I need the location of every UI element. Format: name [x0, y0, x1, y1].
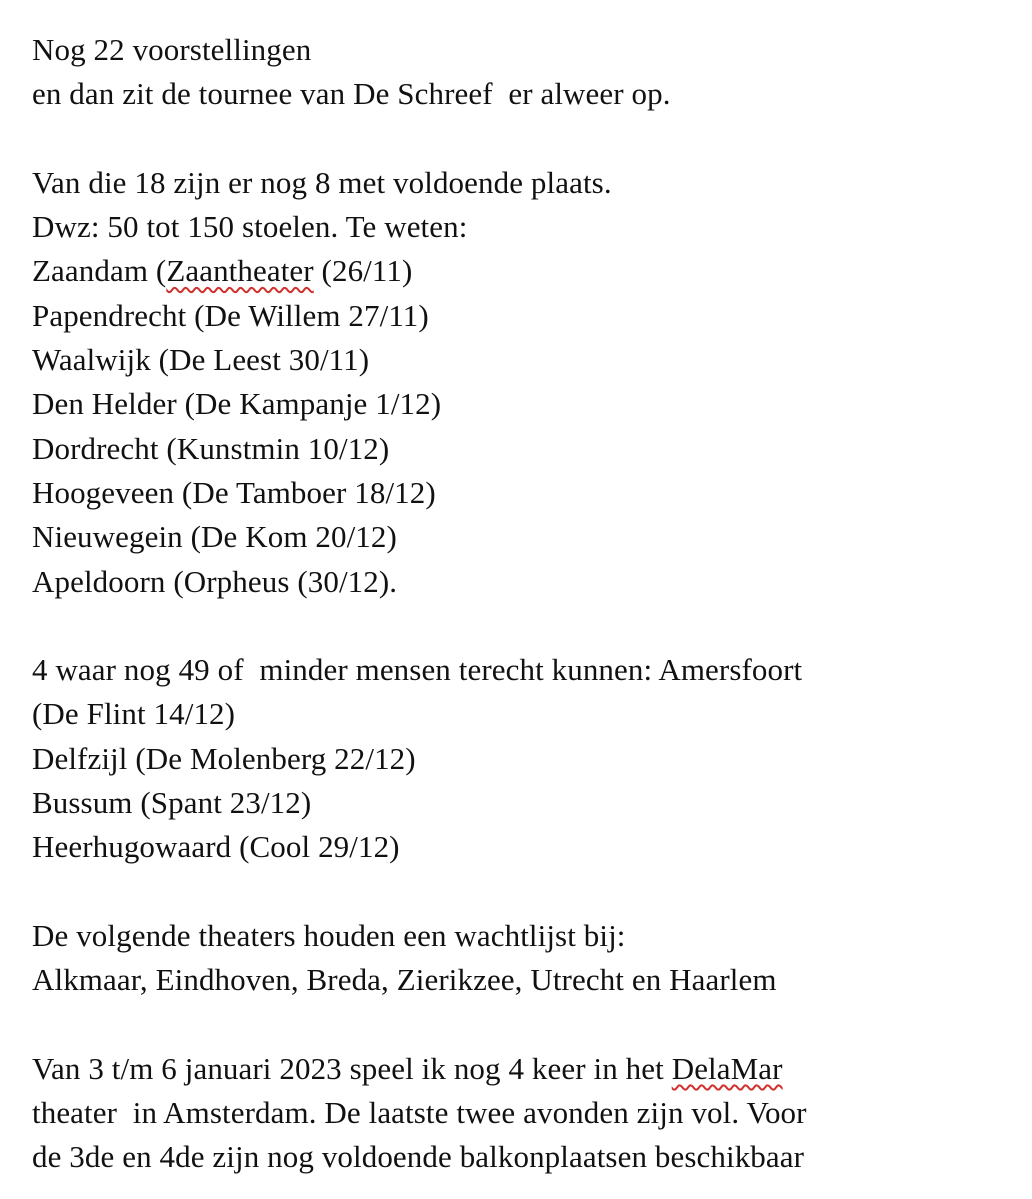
venue-line: Nieuwegein (De Kom 20/12) — [32, 519, 397, 555]
venue-line: Bussum (Spant 23/12) — [32, 785, 312, 821]
venue-line: Delfzijl (De Molenberg 22/12) — [32, 740, 416, 776]
text-line: en dan zit de tournee van De Schreef er alweer op. — [32, 76, 671, 112]
paragraph-gap — [32, 604, 1012, 648]
text-line: Van die 18 zijn er nog 8 met voldoende plaats. — [32, 164, 612, 200]
venue-line: Waalwijk (De Leest 30/11) — [32, 342, 370, 378]
venue-line: Apeldoorn (Orpheus (30/12). — [32, 563, 398, 599]
venue-line-prefix: Zaandam ( — [32, 253, 167, 289]
misspelled-word[interactable]: Zaantheater — [166, 253, 314, 289]
text-line: 4 waar nog 49 of minder mensen terecht kunnen: Amersfoort — [32, 652, 803, 688]
paragraph-gap — [32, 870, 1012, 914]
paragraph-gap — [32, 117, 1012, 161]
delamar-line-prefix: Van 3 t/m 6 januari 2023 speel ik nog 4 keer in het — [32, 1050, 672, 1086]
venue-line: (De Flint 14/12) — [32, 696, 236, 732]
waitlist-cities-line: Alkmaar, Eindhoven, Breda, Zierikzee, Utrecht en Haarlem — [32, 962, 777, 998]
venue-line: Heerhugowaard (Cool 29/12) — [32, 829, 400, 865]
venue-line-zaandam — [32, 249, 1012, 293]
misspelled-word[interactable]: DelaMar — [671, 1050, 783, 1086]
text-line: Dwz: 50 tot 150 stoelen. Te weten: — [32, 209, 468, 245]
document-body — [32, 28, 1012, 1180]
delamar-line — [32, 1047, 1012, 1091]
venue-line-suffix: (26/11) — [313, 253, 413, 289]
venue-line: Den Helder (De Kampanje 1/12) — [32, 386, 442, 422]
text-line: De volgende theaters houden een wachtlijst bij: — [32, 917, 626, 953]
text-line: Nog 22 voorstellingen — [32, 32, 312, 67]
venue-line: Dordrecht (Kunstmin 10/12) — [32, 430, 390, 466]
venue-line: Papendrecht (De Willem 27/11) — [32, 297, 429, 333]
venue-line: Hoogeveen (De Tamboer 18/12) — [32, 474, 436, 510]
text-line: de 3de en 4de zijn nog voldoende balkonplaatsen beschikbaar — [32, 1139, 805, 1175]
paragraph-gap — [32, 1003, 1012, 1047]
text-line: theater in Amsterdam. De laatste twee avonden zijn vol. Voor — [32, 1095, 807, 1131]
